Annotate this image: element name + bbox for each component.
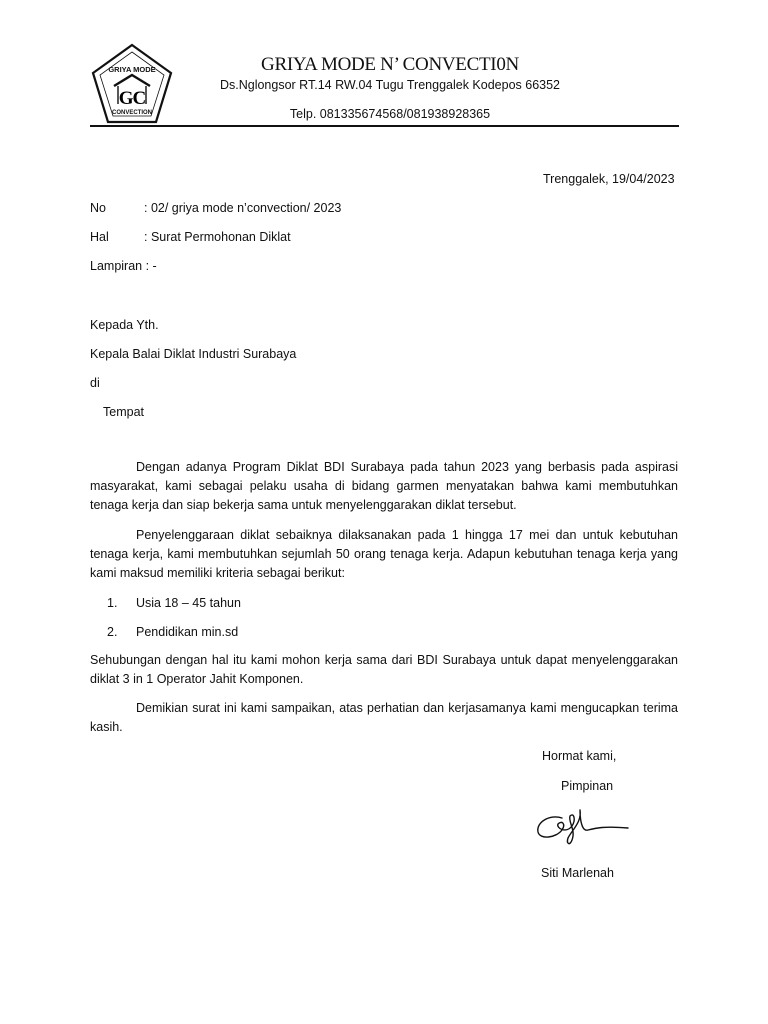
meta-label-lampiran: Lampiran : - (90, 259, 157, 273)
meta-value-hal: : Surat Permohonan Diklat (144, 230, 291, 244)
recipient-at: di (90, 376, 100, 390)
org-name: GRIYA MODE N’ CONVECTI0N (261, 54, 519, 75)
body-paragraph-1: Dengan adanya Program Diklat BDI Surabaya pada tahun 2023 yang berbasis pada aspirasi masyarakat, kami sebagai pelaku usaha di bidang garmen menyatakan bahwa kami membutuhkan tenaga kerja dan siap bekerja sama untuk menyelenggarakan diklat tersebut. (90, 460, 678, 512)
criteria-text-2: Pendidikan min.sd (136, 625, 239, 639)
meta-label-no: No (90, 201, 106, 215)
org-phone: Telp. 081335674568/081938928365 (289, 107, 491, 121)
signatory-name: Siti Marlenah (541, 866, 614, 880)
criteria-text-1: Usia 18 – 45 tahun (136, 596, 241, 610)
org-address: Ds.Nglongsor RT.14 RW.04 Tugu Trenggalek Kodepos 66352 (219, 78, 561, 92)
body-paragraph-2: Penyelenggaraan diklat sebaiknya dilaksanakan pada 1 hingga 17 mei dan untuk kebutuhan tenaga kerja, kami membutuhkan sejumlah 50 orang tenaga kerja. Adapun kebutuhan tenaga kerja yang kami maksud memiliki kriteria sebagai berikut: (90, 528, 678, 580)
logo-monogram: GC (118, 88, 146, 109)
closing-paragraph-2: Demikian surat ini kami sampaikan, atas perhatian dan kerjasamanya kami mengucapkan terima kasih. (90, 701, 678, 734)
meta-label-hal: Hal (90, 230, 109, 244)
company-logo (90, 42, 174, 126)
logo-bottom-text: CONVECTION (111, 110, 153, 116)
criteria-number-1: 1. (107, 596, 118, 610)
letter-date: Trenggalek, 19/04/2023 (543, 172, 675, 186)
signature-image (532, 800, 632, 848)
header-divider (90, 125, 679, 127)
meta-value-no: : 02/ griya mode n’convection/ 2023 (144, 201, 342, 215)
recipient-greeting: Kepada Yth. (90, 318, 159, 332)
criteria-number-2: 2. (107, 625, 118, 639)
recipient-name: Kepala Balai Diklat Industri Surabaya (90, 347, 297, 361)
sign-off-position: Pimpinan (561, 779, 614, 793)
logo-top-text: GRIYA MODE (108, 65, 156, 74)
recipient-place: Tempat (103, 405, 144, 419)
closing-paragraph-1: Sehubungan dengan hal itu kami mohon kerja sama dari BDI Surabaya untuk dapat menyelenggarakan diklat 3 in 1 Operator Jahit Komponen. (90, 653, 678, 686)
sign-off-regards: Hormat kami, (542, 749, 617, 763)
